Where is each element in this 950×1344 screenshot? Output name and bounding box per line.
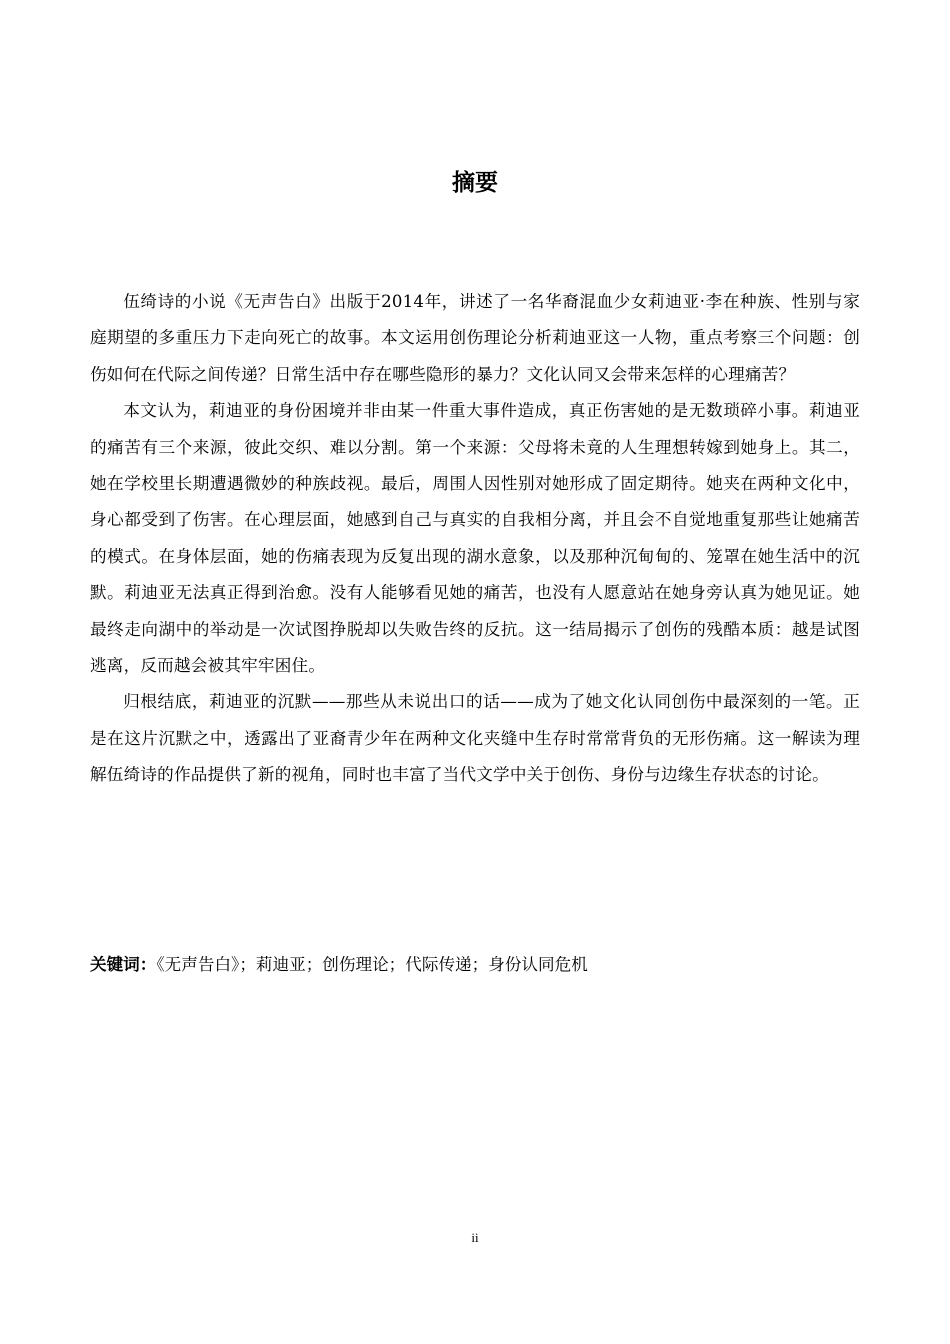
abstract-paragraph-3: 归根结底，莉迪亚的沉默——那些从未说出口的话——成为了她文化认同创伤中最深刻的一笔。正是在这片沉默之中，透露出了亚裔青少年在两种文化夹缝中生存时常常背负的无形伤痛。这一解读为理解伍绮诗的作品提供了新的视角，同时也丰富了当代文学中关于创伤、身份与边缘生存状态的讨论。 [90, 692, 860, 785]
abstract-paragraph-2: 本文认为，莉迪亚的身份困境并非由某一件重大事件造成，真正伤害她的是无数琐碎小事。莉迪亚的痛苦有三个来源，彼此交织、难以分割。第一个来源：父母将未竟的人生理想转嫁到她身上。其二，她在学校里长期遭遇微妙的种族歧视。最后，周围人因性别对她形成了固定期待。她夹在两种文化中，身心都受到了伤害。在心理层面，她感到自己与真实的自我相分离，并且会不自觉地重复那些让她痛苦的模式。在身体层面，她的伤痛表现为反复出现的湖水意象，以及那种沉甸甸的、笼罩在她生活中的沉默。莉迪亚无法真正得到治愈。没有人能够看见她的痛苦，也没有人愿意站在她身旁认真为她见证。她最终走向湖中的举动是一次试图挣脱却以失败告终的反抗。这一结局揭示了创伤的残酷本质：越是试图逃离，反而越会被其牢牢困住。 [90, 401, 860, 676]
keywords-line [90, 950, 860, 980]
keywords-text: 《无声告白》；莉迪亚；创伤理论；代际传递；身份认同危机 [156, 955, 588, 974]
page-number: ii [471, 1230, 479, 1245]
abstract-body [90, 284, 860, 794]
page-title: 摘要 [452, 170, 498, 196]
abstract-paragraph-1: 伍绮诗的小说《无声告白》出版于2014年，讲述了一名华裔混血少女莉迪亚·李在种族、性别与家庭期望的多重压力下走向死亡的故事。本文运用创伤理论分析莉迪亚这一人物，重点考察三个问题：创伤如何在代际之间传递？日常生活中存在哪些隐形的暴力？文化认同又会带来怎样的心理痛苦？ [90, 292, 860, 384]
keywords-label: 关键词： [90, 955, 157, 974]
